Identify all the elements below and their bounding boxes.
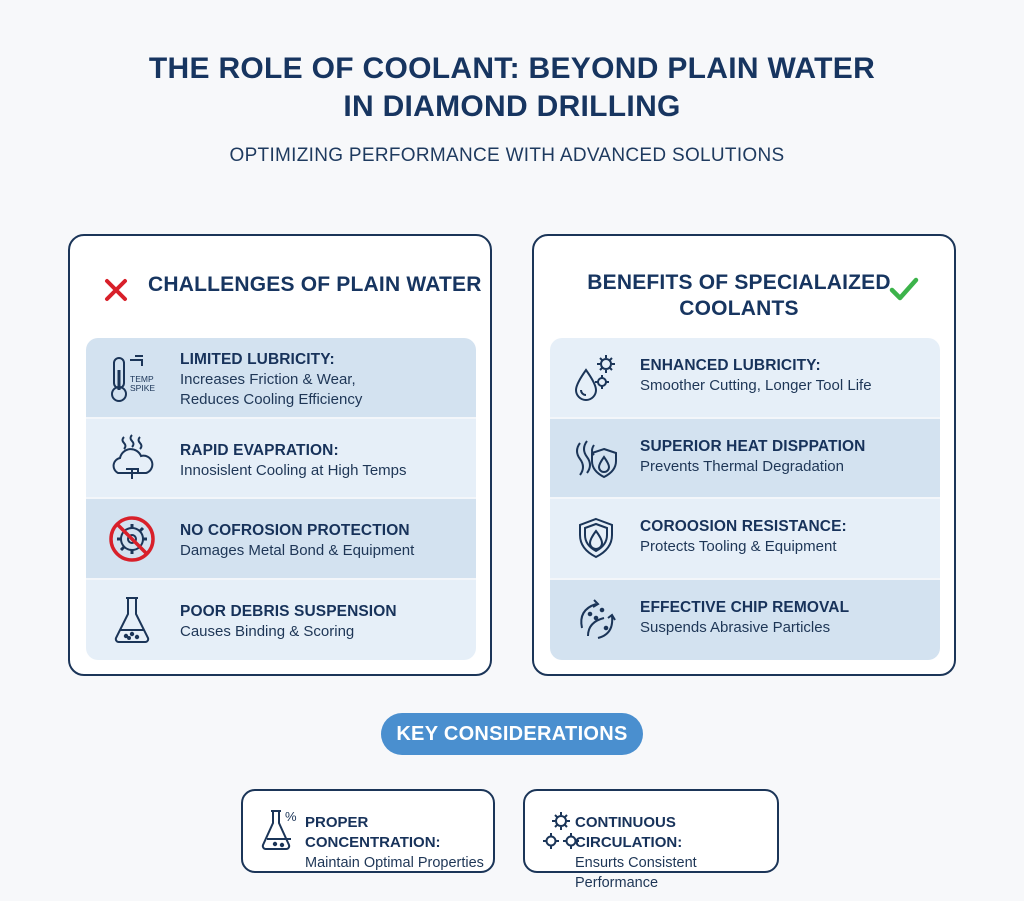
item-heading: EFFECTIVE CHIP REMOVAL — [640, 598, 850, 616]
percent-label: % — [285, 809, 297, 824]
item-desc: Smoother Cutting, Longer Tool Life — [640, 377, 872, 394]
item-heading: ENHANCED LUBRICITY: — [640, 357, 821, 374]
list-item — [86, 499, 476, 580]
temp-label: TEMP SPIKE — [130, 374, 156, 393]
page-title — [0, 50, 1024, 126]
list-item — [550, 419, 940, 500]
item-desc: Increases Friction & Wear, — [180, 371, 356, 388]
evaporation-cloud-icon — [104, 431, 160, 487]
item-heading: COROOSION RESISTANCE: — [640, 518, 847, 535]
shield-droplet-icon — [568, 511, 624, 567]
title-line-1: THE ROLE OF COOLANT: BEYOND PLAIN WATER — [148, 52, 876, 85]
card-heading: CONTINUOUS CIRCULATION: — [575, 814, 683, 851]
card-heading: PROPER CONCENTRATION: — [305, 814, 441, 851]
item-heading: RAPID EVAPRATION: — [180, 441, 339, 459]
item-heading: POOR DEBRIS SUSPENSION — [180, 602, 397, 620]
list-item — [86, 580, 476, 661]
benefits-title — [574, 270, 904, 322]
consideration-card — [241, 789, 495, 873]
benefits-list — [550, 338, 940, 660]
challenges-panel — [68, 234, 492, 676]
item-desc: Damages Metal Bond & Equipment — [180, 542, 415, 559]
key-considerations-label: KEY CONSIDERATIONS — [381, 713, 643, 755]
chip-flow-icon — [568, 592, 624, 648]
thermometer-faucet-icon — [104, 350, 160, 406]
list-item — [550, 338, 940, 419]
item-desc: Reduces Cooling Efficiency — [180, 391, 363, 408]
challenges-list — [86, 338, 476, 660]
list-item — [550, 580, 940, 661]
flask-percent-icon — [257, 807, 301, 855]
item-heading: LIMITED LUBRICITY: — [180, 351, 335, 368]
card-desc: Ensurts Consistent Performance — [575, 855, 697, 891]
page-subtitle: OPTIMIZING PERFORMANCE WITH ADVANCED SOLUTIONS — [229, 145, 785, 166]
item-desc: Causes Binding & Scoring — [180, 622, 355, 640]
benefits-title-line-1: BENEFITS OF SPECIALAIZED — [587, 271, 891, 294]
item-heading: SUPERIOR HEAT DISPPATION — [640, 437, 866, 455]
item-heading: NO COFROSION PROTECTION — [180, 522, 410, 539]
challenges-title: CHALLENGES OF PLAIN WATER — [148, 273, 482, 296]
check-icon — [888, 274, 920, 304]
no-gear-icon — [104, 511, 160, 567]
list-item — [550, 499, 940, 580]
consideration-card — [523, 789, 779, 891]
heat-shield-icon — [568, 431, 624, 487]
list-item — [86, 338, 476, 419]
item-desc: Innosislent Cooling at High Temps — [180, 461, 407, 479]
item-desc: Prevents Thermal Degradation — [640, 457, 844, 475]
benefits-panel — [532, 234, 956, 676]
cross-icon — [102, 276, 130, 304]
list-item — [86, 419, 476, 500]
title-line-2: IN DIAMOND DRILLING — [343, 90, 681, 123]
flask-icon — [104, 592, 160, 648]
droplet-gears-icon — [568, 350, 624, 406]
item-desc: Suspends Abrasive Particles — [640, 618, 831, 636]
item-desc: Protects Tooling & Equipment — [640, 538, 837, 555]
card-desc: Maintain Optimal Properties — [305, 855, 484, 871]
benefits-title-line-2: COOLANTS — [679, 297, 799, 320]
